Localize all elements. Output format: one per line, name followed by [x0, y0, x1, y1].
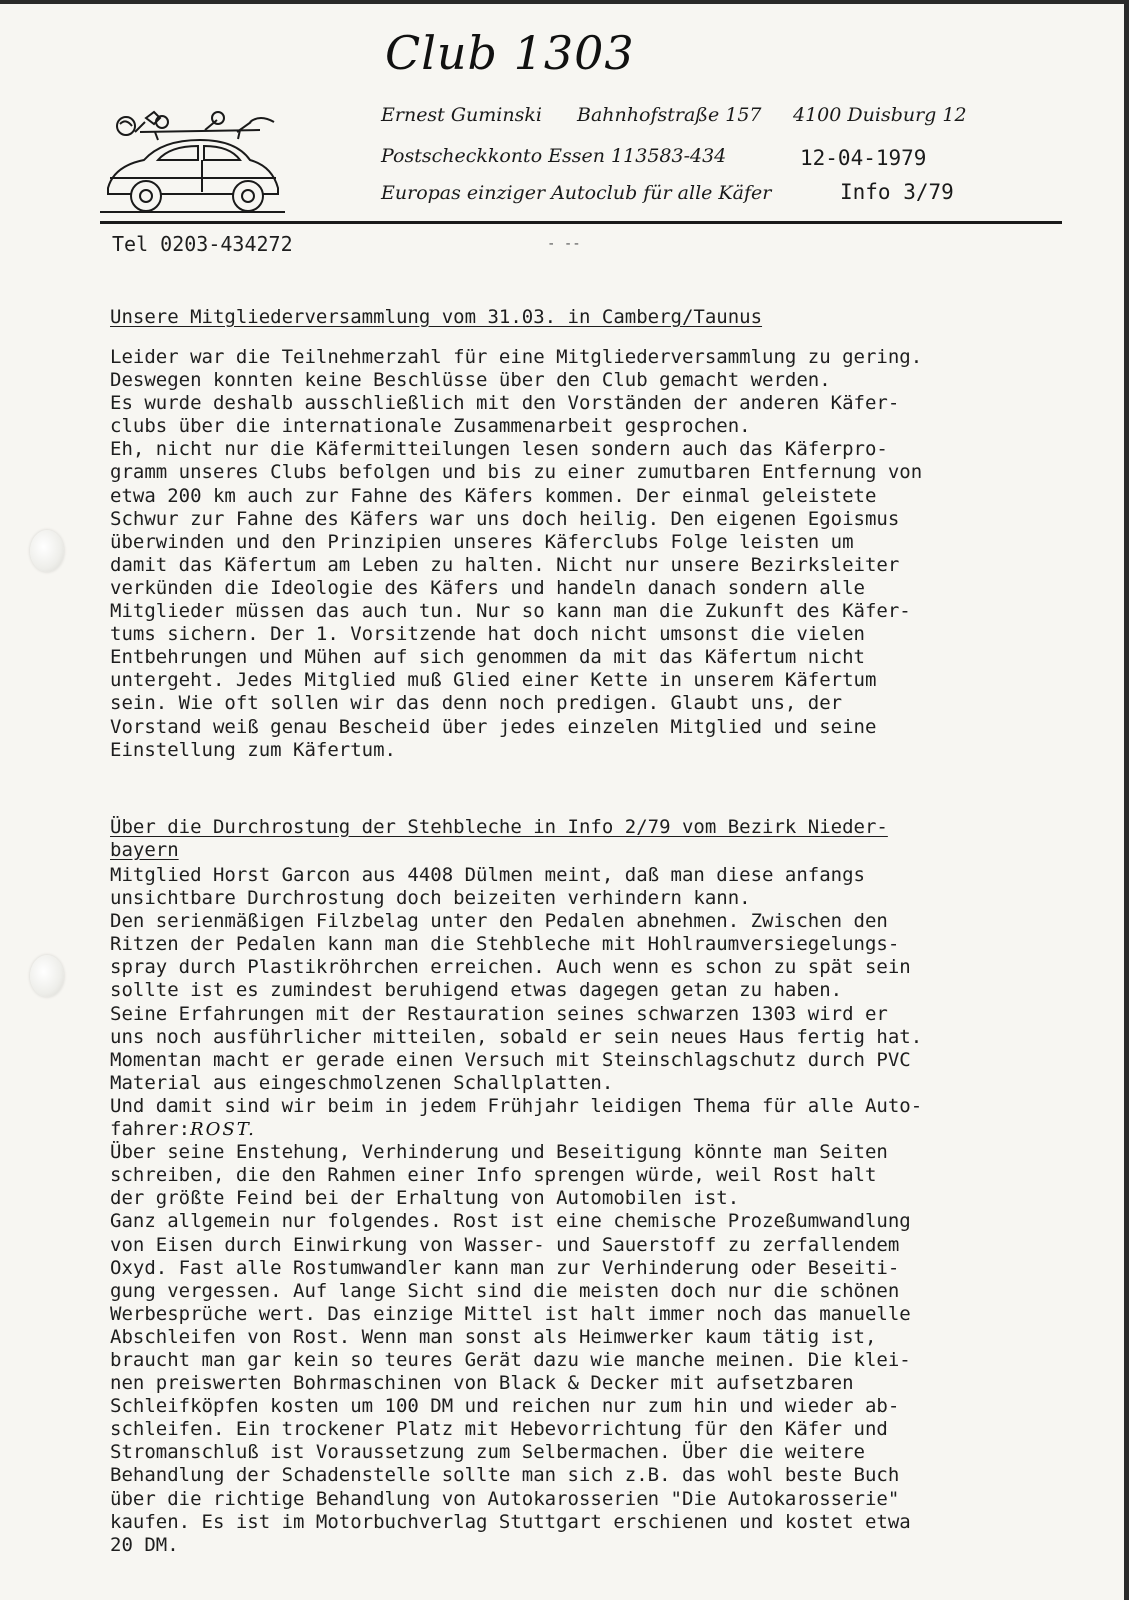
- text-line-handwritten: [110, 1118, 922, 1141]
- text-line: etwa 200 km auch zur Fahne des Käfers kommen. Der einmal geleistete: [110, 484, 877, 507]
- scan-edge-top: [0, 0, 1129, 4]
- text-line: schreiben, die den Rahmen einer Info sprengen würde, weil Rost halt: [110, 1164, 877, 1187]
- section-1-body: [110, 346, 922, 762]
- section-2-heading-line: Über die Durchrostung der Stehbleche in Info 2/79 vom Bezirk Nieder-: [110, 816, 888, 838]
- text-line: Schwur zur Fahne des Käfers war uns doch heilig. Den eigenen Egoismus: [110, 507, 900, 530]
- street-address: Bahnhofstraße 157: [577, 104, 762, 126]
- text-line: über die richtige Behandlung von Autokarosserien "Die Autokarosserie": [110, 1487, 900, 1510]
- text-line: Deswegen konnten keine Beschlüsse über den Club gemacht werden.: [110, 369, 831, 392]
- club-title: Club 1303: [385, 26, 635, 80]
- section-1-heading: [110, 306, 762, 329]
- text-line: der größte Feind bei der Erhaltung von Automobilen ist.: [110, 1187, 740, 1210]
- handwritten-word: ROST.: [190, 1119, 256, 1141]
- section-2-heading: [110, 816, 888, 862]
- stray-mark: - --: [547, 236, 581, 252]
- text-line: clubs über die internationale Zusammenarbeit gesprochen.: [110, 415, 751, 438]
- section-2-heading-line: bayern: [110, 839, 179, 861]
- punch-hole-upper: [30, 530, 64, 572]
- text-line: Vorstand weiß genau Bescheid über jedes einzelen Mitglied und seine: [110, 715, 877, 738]
- text-line: gramm unseres Clubs befolgen und bis zu einer zumutbaren Entfernung von: [110, 461, 923, 484]
- text-line: überwinden und den Prinzipien unseres Käferclubs Folge leisten um: [110, 530, 854, 553]
- text-line: Oxyd. Fast alle Rostumwandler kann man zur Verhinderung oder Beseiti-: [110, 1256, 900, 1279]
- letterhead-rule: [100, 221, 1062, 224]
- text-line: tums sichern. Der 1. Vorsitzende hat doch nicht umsonst die vielen: [110, 623, 865, 646]
- text-line: verkünden die Ideologie des Käfers und handeln danach sondern alle: [110, 576, 865, 599]
- document-date: 12-04-1979: [800, 146, 927, 170]
- bank-account: Postscheckkonto Essen 113583-434: [381, 145, 727, 167]
- text-line: von Eisen durch Einwirkung von Wasser- und Sauerstoff zu zerfallendem: [110, 1233, 900, 1256]
- text-line: Ritzen der Pedalen kann man die Stehbleche mit Hohlraumversiegelungs-: [110, 933, 900, 956]
- text-line: Behandlung der Schadenstelle sollte man sich z.B. das wohl beste Buch: [110, 1464, 900, 1487]
- text-line: Ganz allgemein nur folgendes. Rost ist eine chemische Prozeßumwandlung: [110, 1210, 911, 1233]
- section-2-body: [110, 864, 922, 1557]
- city-address: 4100 Duisburg 12: [793, 104, 967, 126]
- text-line: schleifen. Ein trockener Platz mit Hebevorrichtung für den Käfer und: [110, 1418, 888, 1441]
- text-line: Material aus eingeschmolzenen Schallplatten.: [110, 1071, 614, 1094]
- text-line: 20 DM.: [110, 1533, 179, 1556]
- text-line: unsichtbare Durchrostung doch beizeiten verhindern kann.: [110, 887, 751, 910]
- text-line: Eh, nicht nur die Käfermitteilungen lesen sondern auch das Käferpro-: [110, 438, 888, 461]
- text-line: braucht man gar kein so teures Gerät dazu wie manche meinen. Die klei-: [110, 1348, 911, 1371]
- punch-hole-lower: [30, 955, 64, 997]
- text-line: spray durch Plastikröhrchen erreichen. Auch wenn es schon zu spät sein: [110, 956, 911, 979]
- text-line: Stromanschluß ist Voraussetzung zum Selbermachen. Über die weitere: [110, 1441, 865, 1464]
- text-line: damit das Käfertum am Leben zu halten. Nicht nur unsere Bezirksleiter: [110, 553, 900, 576]
- text-line: Mitglied Horst Garcon aus 4408 Dülmen meint, daß man diese anfangs: [110, 864, 865, 886]
- text-line: sein. Wie oft sollen wir das denn noch predigen. Glaubt uns, der: [110, 692, 843, 715]
- text-line: nen preiswerten Bohrmaschinen von Black & Decker mit aufsetzbaren: [110, 1372, 854, 1395]
- text-line: gung vergessen. Auf lange Sicht sind die meisten doch nur die schönen: [110, 1279, 900, 1302]
- issue-number: Info 3/79: [840, 180, 954, 204]
- text-line: Und damit sind wir beim in jedem Frühjahr leidigen Thema für alle Auto-: [110, 1094, 923, 1117]
- text-line: Es wurde deshalb ausschließlich mit den Vorständen der anderen Käfer-: [110, 392, 900, 415]
- text-line: Einstellung zum Käfertum.: [110, 738, 396, 761]
- text-line: Schleifköpfen kosten um 100 DM und reichen nur zum hin und wieder ab-: [110, 1395, 900, 1418]
- text-line: Abschleifen von Rost. Wenn man sonst als Heimwerker kaum tätig ist,: [110, 1325, 877, 1348]
- contact-name: Ernest Guminski: [381, 104, 542, 126]
- text-line: Entbehrungen und Mühen auf sich genommen da mit das Käfertum nicht: [110, 646, 865, 669]
- beetle-car-logo: [100, 108, 285, 220]
- section-1-heading-line: Unsere Mitgliederversammlung vom 31.03. in Camberg/Taunus: [110, 306, 763, 328]
- telephone-number: Tel 0203-434272: [112, 232, 293, 256]
- text-line: Leider war die Teilnehmerzahl für eine Mitgliederversammlung zu gering.: [110, 346, 923, 368]
- text-line: Mitglieder müssen das auch tun. Nur so kann man die Zukunft des Käfer-: [110, 600, 911, 623]
- text-line: kaufen. Es ist im Motorbuchverlag Stuttgart erschienen und kostet etwa: [110, 1510, 911, 1533]
- text-line: untergeht. Jedes Mitglied muß Glied einer Kette in unserem Käfertum: [110, 669, 877, 692]
- text-line: Über seine Enstehung, Verhinderung und Beseitigung könnte man Seiten: [110, 1141, 888, 1164]
- text-line: sollte ist es zumindest beruhigend etwas dagegen getan zu haben.: [110, 979, 843, 1002]
- text-line: Momentan macht er gerade einen Versuch mit Steinschlagschutz durch PVC: [110, 1048, 911, 1071]
- club-slogan: Europas einziger Autoclub für alle Käfer: [381, 182, 772, 204]
- scan-edge-right: [1124, 0, 1129, 1600]
- text-line-prefix: fahrer:: [110, 1118, 191, 1141]
- text-line: Den serienmäßigen Filzbelag unter den Pedalen abnehmen. Zwischen den: [110, 910, 888, 933]
- text-line: Werbesprüche wert. Das einzige Mittel ist halt immer noch das manuelle: [110, 1302, 911, 1325]
- text-line: uns noch ausführlicher mitteilen, sobald er sein neues Haus fertig hat.: [110, 1025, 923, 1048]
- text-line: Seine Erfahrungen mit der Restauration seines schwarzen 1303 wird er: [110, 1002, 888, 1025]
